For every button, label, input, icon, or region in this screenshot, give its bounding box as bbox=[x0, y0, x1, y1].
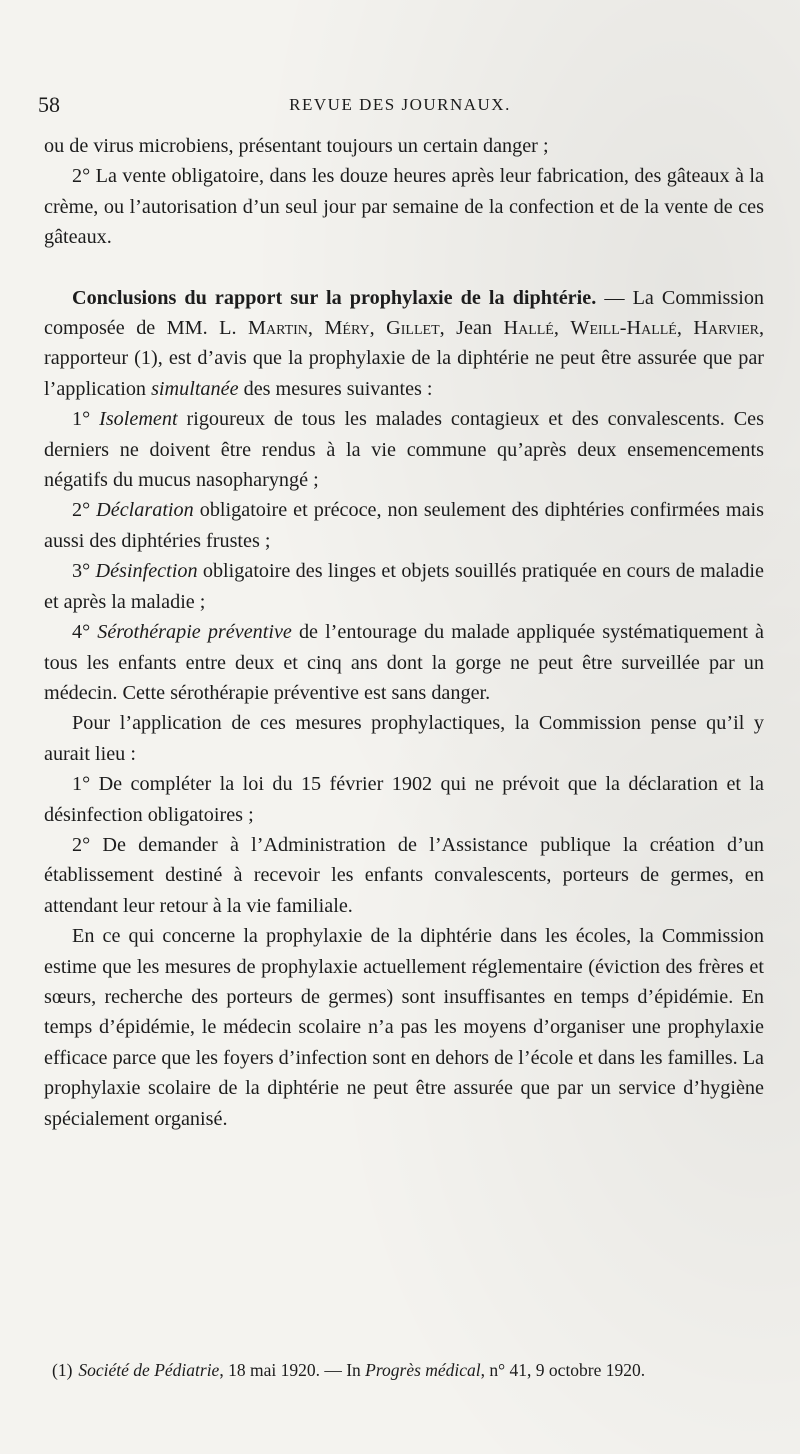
paragraph-continuation: ou de virus microbiens, présentant toujours un certain danger ; bbox=[44, 135, 549, 157]
running-title: REVUE DES JOURNAUX. bbox=[289, 95, 511, 114]
section-text-4: , Jean bbox=[439, 317, 504, 340]
section-paragraph bbox=[44, 283, 764, 405]
measure-1-number: 1° bbox=[72, 408, 100, 431]
application-item-2: 2° De demander à l’Administration de l’Assistance publique la création d’un établissement destiné à recevoir les enfants convalescents, porteurs de germes, en attendant leur retour à la vie familiale. bbox=[44, 833, 764, 917]
body-text bbox=[44, 131, 764, 1134]
measure-3 bbox=[44, 556, 764, 617]
footnote-source: Société de Pédiatrie bbox=[78, 1360, 220, 1380]
measure-1 bbox=[44, 404, 764, 495]
footnote-1 bbox=[52, 1358, 772, 1383]
section-text-6: , bbox=[676, 317, 694, 340]
application-item-1: 1° De compléter la loi du 15 février 1902 qui ne prévoit que la déclaration et la désinfection obligatoires ; bbox=[44, 773, 764, 826]
measure-2-number: 2° bbox=[72, 499, 97, 522]
measure-2-term: Déclaration bbox=[96, 499, 194, 522]
section-text-5: , bbox=[553, 317, 571, 340]
page-header bbox=[38, 92, 762, 122]
measure-3-number: 3° bbox=[72, 560, 96, 583]
paragraph-item-2: 2° La vente obligatoire, dans les douze heures après leur fabrication, des gâteaux à la crème, ou l’autorisation d’un seul jour par semaine de la confection et de la vente de ces gâteaux. bbox=[44, 165, 764, 249]
measure-4-term: Sérothérapie préventive bbox=[97, 621, 292, 644]
author-halle: Hallé bbox=[503, 317, 554, 340]
section-text-1: — La Commission composée de MM. L. bbox=[44, 286, 765, 340]
section-text-2: , bbox=[307, 317, 325, 340]
author-gillet: Gillet bbox=[386, 317, 440, 340]
measure-4-number: 4° bbox=[72, 621, 98, 644]
measure-1-text: rigoureux de tous les malades contagieux et des convalescents. Ces derniers ne doivent être rendus à la vie commune qu’après deux ensemencements négatifs du mucus nasopharyngé ; bbox=[44, 408, 764, 492]
page-number: 58 bbox=[38, 92, 60, 117]
section-title: Conclusions du rapport sur la prophylaxie de la diphtérie. bbox=[72, 286, 597, 309]
footnote-journal: Progrès médical bbox=[365, 1360, 481, 1380]
section-text-3: , bbox=[369, 317, 387, 340]
measure-3-text: obligatoire des linges et objets souillés pratiquée en cours de maladie et après la maladie ; bbox=[44, 560, 764, 613]
author-harvier: Harvier bbox=[693, 317, 759, 340]
emphasis-simultanee: simultanée bbox=[151, 377, 239, 400]
footnote-rest: , n° 41, 9 octobre 1920. bbox=[480, 1360, 646, 1380]
author-mery: Méry bbox=[324, 317, 370, 340]
section-text-7: , rapporteur (1), est d’avis que la prophylaxie de la diphtérie ne peut être assurée que par l’application bbox=[44, 317, 765, 400]
author-weill-halle: Weill-Hallé bbox=[570, 317, 677, 340]
footnotes bbox=[52, 1358, 772, 1383]
footnote-date: , 18 mai 1920. — In bbox=[219, 1360, 366, 1380]
measure-3-term: Désinfection bbox=[95, 560, 198, 583]
section-gap bbox=[44, 253, 764, 283]
paragraph-schools: En ce qui concerne la prophylaxie de la diphtérie dans les écoles, la Commission estime que les mesures de prophylaxie actuellement réglementaire (éviction des frères et sœurs, recherche des porteurs de germes) sont insuffisantes en temps d’épidémie. En temps d’épidémie, le médecin scolaire n’a pas les moyens d’organiser une prophylaxie efficace parce que les foyers d’infection sont en dehors de l’école et dans les familles. La prophylaxie scolaire de la diphtérie ne peut être assurée que par un service d’hygiène spécialement organisé. bbox=[44, 925, 764, 1130]
measure-4 bbox=[44, 617, 764, 708]
measure-2-text: obligatoire et précoce, non seulement des diphtéries confirmées mais aussi des diphtéries frustes ; bbox=[44, 499, 764, 552]
footnote-marker: (1) bbox=[52, 1360, 73, 1380]
measure-2 bbox=[44, 495, 764, 556]
section-text-8: des mesures suivantes : bbox=[238, 377, 433, 400]
measure-1-term: Isolement bbox=[99, 408, 178, 431]
paragraph-application: Pour l’application de ces mesures prophylactiques, la Commission pense qu’il y aurait lieu : bbox=[44, 712, 764, 765]
author-martin: Martin bbox=[248, 317, 308, 340]
measure-4-text: de l’entourage du malade appliquée systématiquement à tous les enfants entre deux et cinq ans dont la gorge ne peut être surveillée par un médecin. Cette sérothérapie préventive est sans danger. bbox=[44, 621, 764, 704]
